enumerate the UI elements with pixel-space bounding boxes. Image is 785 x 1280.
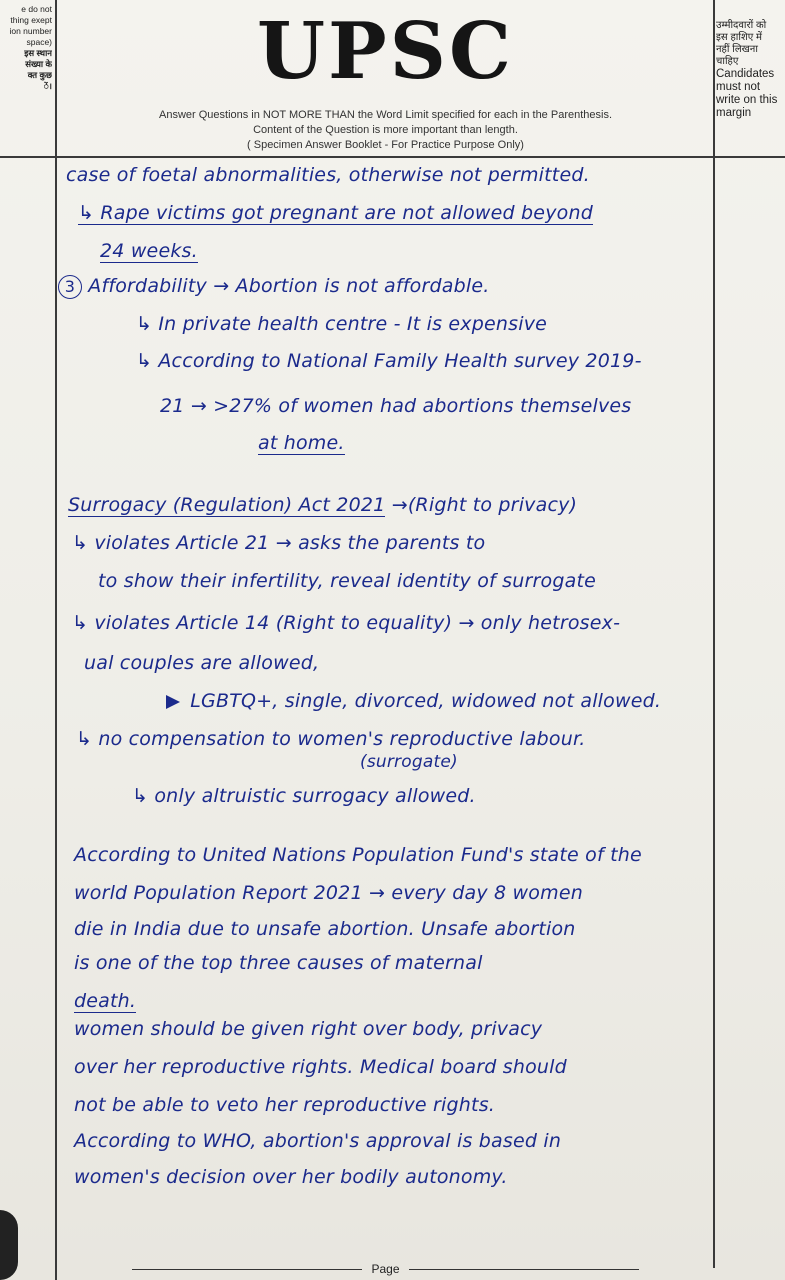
answer-line: ↳ According to National Family Health survey 2019- xyxy=(136,350,642,372)
point-number-badge: 3 xyxy=(58,275,82,299)
answer-text: LGBTQ+, single, divorced, widowed not allowed. xyxy=(190,690,662,712)
right-note-english: write on this xyxy=(716,94,778,106)
left-note-line: क्त कुछ xyxy=(27,70,52,80)
answer-text: →(Right to privacy) xyxy=(391,494,578,516)
binding-shadow xyxy=(0,1210,18,1280)
footer-rule-right xyxy=(409,1269,639,1270)
page-label: Page xyxy=(371,1262,400,1276)
answer-text: Surrogacy (Regulation) Act 2021 xyxy=(68,494,386,516)
answer-line: world Population Report 2021 → every day 8 women xyxy=(74,882,583,904)
page-footer xyxy=(57,1262,714,1276)
right-note-hindi: उम्मीदवारों को xyxy=(716,20,767,31)
answer-line xyxy=(68,494,577,516)
instruction-line: Answer Questions in NOT MORE THAN the Word Limit specified for each in the Parenthesis. xyxy=(158,109,613,121)
answer-text: Affordability → Abortion is not affordable. xyxy=(88,275,490,297)
left-note-line: संख्या के xyxy=(25,59,52,69)
answer-line: ↳ violates Article 14 (Right to equality) → only hetrosex- xyxy=(72,612,621,634)
answer-line: ↳ only altruistic surrogacy allowed. xyxy=(132,785,476,807)
answer-line: ↳ In private health centre - It is expensive xyxy=(136,313,548,335)
footer-rule-left xyxy=(132,1269,362,1270)
answer-line: According to United Nations Population Fund's state of the xyxy=(74,844,642,866)
right-note-english: Candidates xyxy=(716,68,775,80)
answer-line: death. xyxy=(74,990,137,1012)
answer-line: to show their infertility, reveal identity of surrogate xyxy=(98,570,596,592)
answer-line: ↳ Rape victims got pregnant are not allowed beyond xyxy=(78,202,593,224)
right-note-hindi: नहीं लिखना xyxy=(716,44,758,55)
answer-line: ↳ no compensation to women's reproductive labour. xyxy=(76,728,586,750)
answer-line: (surrogate) xyxy=(360,752,458,772)
right-margin-note xyxy=(716,20,785,120)
answer-line: ↳ violates Article 21 → asks the parents to xyxy=(72,532,486,554)
right-note-english: margin xyxy=(716,107,752,119)
answer-line: over her reproductive rights. Medical board should xyxy=(74,1056,567,1078)
upsc-logo: UPSC xyxy=(256,6,515,97)
right-note-hindi: इस हाशिए में xyxy=(716,32,763,43)
answer-line: ual couples are allowed, xyxy=(84,652,320,674)
left-note-line: ion number xyxy=(9,26,52,36)
answer-line: 24 weeks. xyxy=(100,240,198,262)
answer-line: women's decision over her bodily autonomy. xyxy=(74,1166,508,1188)
answer-line: at home. xyxy=(258,432,345,454)
answer-line: 21 → >27% of women had abortions themselves xyxy=(160,395,632,417)
right-note-hindi: चाहिए xyxy=(716,56,739,67)
left-note-line: thing exept xyxy=(10,15,52,25)
instruction-line: ( Specimen Answer Booklet - For Practice Purpose Only) xyxy=(247,139,524,151)
answer-line: case of foetal abnormalities, otherwise not permitted. xyxy=(66,164,590,186)
answer-line: According to WHO, abortion's approval is based in xyxy=(74,1130,562,1152)
triangle-bullet-icon xyxy=(166,695,180,709)
left-margin-note xyxy=(0,4,52,92)
answer-line: not be able to veto her reproductive rights. xyxy=(74,1094,496,1116)
left-margin-rule xyxy=(55,0,57,1280)
left-note-line: e do not xyxy=(21,4,52,14)
instruction-line: Content of the Question is more important than length. xyxy=(253,124,518,136)
answer-line xyxy=(166,690,661,712)
left-note-line: ें। xyxy=(43,81,52,91)
answer-line: women should be given right over body, privacy xyxy=(74,1018,543,1040)
left-note-line: space) xyxy=(26,37,52,47)
right-note-english: must not xyxy=(716,81,761,93)
answer-line: die in India due to unsafe abortion. Unsafe abortion xyxy=(74,918,576,940)
answer-line xyxy=(58,275,490,299)
left-note-line: इस स्थान xyxy=(24,48,52,58)
answer-line: is one of the top three causes of maternal xyxy=(74,952,483,974)
header-instructions xyxy=(57,108,714,153)
header-rule xyxy=(0,156,785,158)
